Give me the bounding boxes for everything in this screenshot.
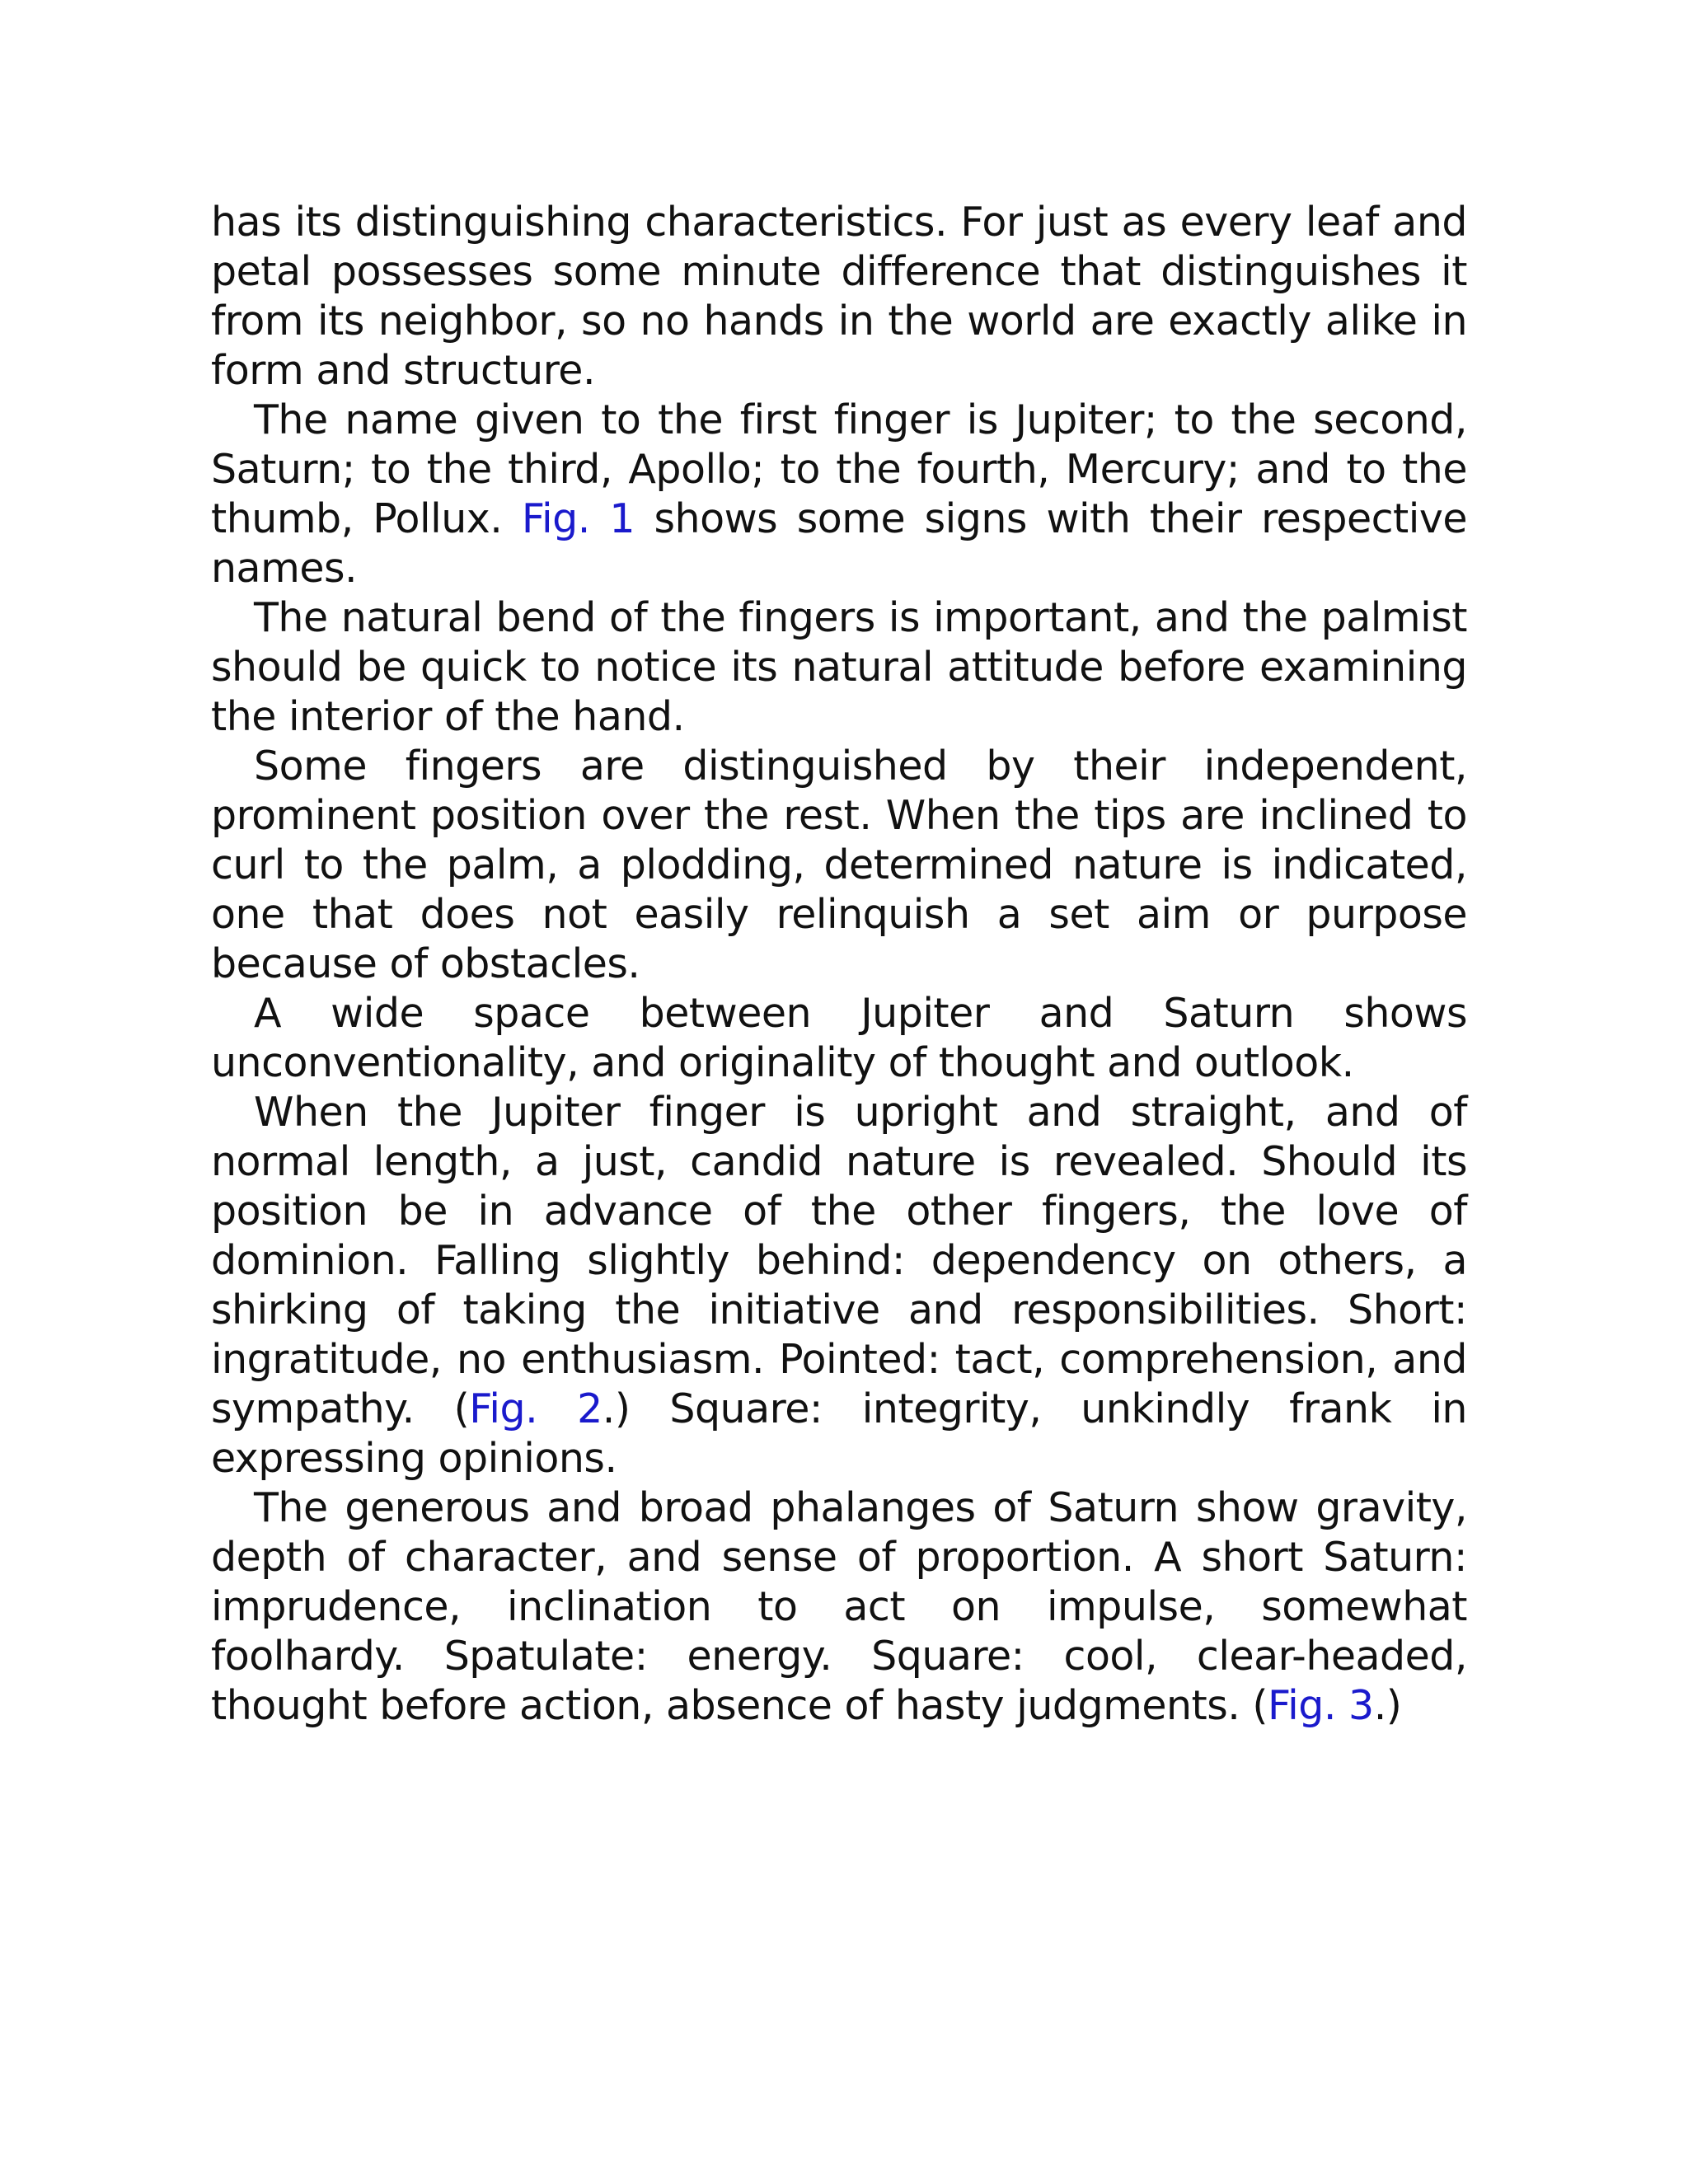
paragraph-text: .) Square: integrity, unkindly frank in expressing opinions. (211, 1385, 1467, 1482)
paragraph-natural-bend (211, 593, 1467, 742)
paragraph-saturn-phalanges (211, 1483, 1467, 1731)
paragraph-text: The natural bend of the fingers is important, and the palmist should be quick to notice its natural attitude before examining the interior of the hand. (211, 594, 1467, 740)
document-page (211, 198, 1467, 1731)
paragraph-text: .) (1373, 1682, 1402, 1729)
paragraph-finger-tips (211, 742, 1467, 989)
fig-2-link[interactable]: Fig. 2 (469, 1385, 603, 1432)
paragraph-text: The generous and broad phalanges of Saturn show gravity, depth of character, and sense of proportion. A short Saturn: imprudence, inclination to act on impulse, somewhat foolhardy. Spatulate: energy. Square: cool, clear-headed, thought before action, absence of hasty judgments. ( (211, 1484, 1467, 1729)
paragraph-text: shows some signs with their respective names. (211, 495, 1467, 592)
paragraph-wide-space (211, 989, 1467, 1088)
paragraph-text: A wide space between Jupiter and Saturn shows unconventionality, and originality of thought and outlook. (211, 990, 1467, 1086)
paragraph-text: has its distinguishing characteristics. For just as every leaf and petal possesses some minute difference that distinguishes it from its neighbor, so no hands in the world are exactly alike in form and structure. (211, 199, 1467, 394)
paragraph-text: The name given to the first finger is Jupiter; to the second, Saturn; to the third, Apollo; to the fourth, Mercury; and to the thumb, Pollux. (211, 396, 1467, 542)
paragraph-continued (211, 198, 1467, 396)
paragraph-jupiter-finger (211, 1088, 1467, 1483)
paragraph-text: When the Jupiter finger is upright and straight, and of normal length, a just, candid nature is revealed. Should its position be in advance of the other fingers, the love of dominion. Falling slightly behind: dependency on others, a shirking of taking the initiative and responsibilities. Short: ingratitude, no enthusiasm. Pointed: tact, comprehension, and sympathy. ( (211, 1089, 1467, 1432)
paragraph-finger-names (211, 396, 1467, 593)
fig-3-link[interactable]: Fig. 3 (1268, 1682, 1374, 1729)
fig-1-link[interactable]: Fig. 1 (521, 495, 635, 542)
paragraph-text: Some fingers are distinguished by their independent, prominent position over the rest. When the tips are inclined to curl to the palm, a plodding, determined nature is indicated, one that does not easily relinquish a set aim or purpose because of obstacles. (211, 743, 1467, 987)
